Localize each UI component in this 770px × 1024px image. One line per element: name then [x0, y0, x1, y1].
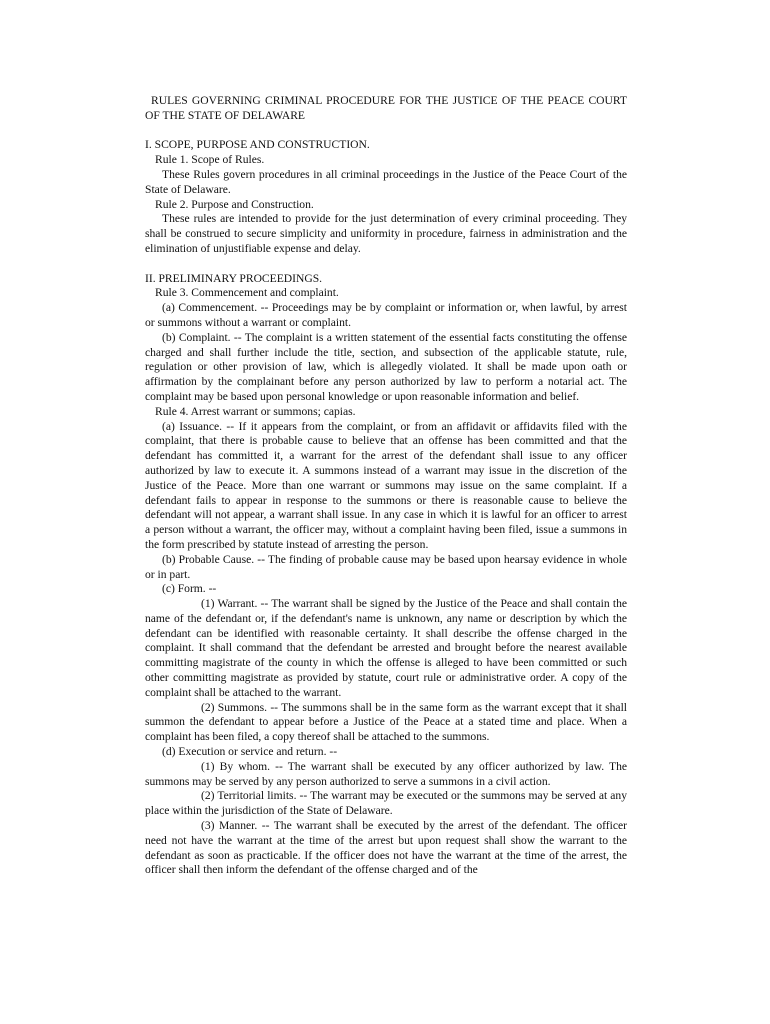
section-heading-1: I. SCOPE, PURPOSE AND CONSTRUCTION.: [145, 138, 370, 152]
rule-4-d: (d) Execution or service and return. --: [162, 745, 338, 759]
rule-2-title: Rule 2. Purpose and Construction.: [155, 197, 314, 211]
rule-4-c: (c) Form. --: [162, 582, 217, 596]
rule-4-d-2: (2) Territorial limits. -- The warrant may be executed or the summons may be served at any place within the jurisdiction of the State of Delaware.: [145, 789, 627, 818]
rule-4-c-1: (1) Warrant. -- The warrant shall be signed by the Justice of the Peace and shall contain the name of the defendant or, if the defendant's name is unknown, any name or description by which the defendant can be identified with reasonable certainty. It shall describe the offense charged in the complaint. It shall command that the defendant be arrested and brought before the nearest available committing magistrate of the county in which the offense is alleged to have been committed or such other committing magistrate as provided by statute, court rule or administrative order. A copy of the complaint shall be attached to the warrant.: [145, 597, 627, 699]
rule-4-a: (a) Issuance. -- If it appears from the complaint, or from an affidavit or affidavits filed with the complaint, that there is probable cause to believe that an offense has been committed and that the defendant has committed it, a warrant for the arrest of the defendant shall issue to any officer authorized by law to execute it. A summons instead of a warrant may issue in the discretion of the Justice of the Peace. More than one warrant or summons may issue on the same complaint. If a defendant fails to appear in response to the summons or there is reasonable cause to believe the defendant will not appear, a warrant shall issue. In any case in which it is lawful for an officer to arrest a person without a warrant, the officer may, without a complaint having been filed, issue a summons in the form prescribed by statute instead of arresting the person.: [145, 419, 627, 551]
spacer: [145, 124, 627, 139]
rule-1-title: Rule 1. Scope of Rules.: [155, 153, 265, 167]
rule-4-b: (b) Probable Cause. -- The finding of probable cause may be based upon hearsay evidence in whole or in part.: [145, 552, 627, 581]
rule-4-title: Rule 4. Arrest warrant or summons; capias.: [155, 404, 356, 418]
rule-3-b: (b) Complaint. -- The complaint is a written statement of the essential facts constituting the offense charged and shall further include the title, section, and subsection of the applicable statute, rule, regulation or other provision of law, which is allegedly violated. It shall be made upon oath or affirmation by the complainant before any person authorized by law to perform a notarial act. The complaint may be based upon personal knowledge or upon reasonable information and belief.: [145, 330, 627, 403]
document-title: RULES GOVERNING CRIMINAL PROCEDURE FOR THE JUSTICE OF THE PEACE COURT OF THE STATE OF DELAWARE: [145, 94, 627, 122]
spacer: [145, 257, 627, 272]
rule-4-d-3: (3) Manner. -- The warrant shall be executed by the arrest of the defendant. The officer need not have the warrant at the time of the arrest but upon request shall show the warrant to the defendant as soon as practicable. If the officer does not have the warrant at the time of the arrest, the officer shall then inform the defendant of the offense charged and of the: [145, 819, 627, 877]
document-body: [145, 94, 627, 878]
rule-3-title: Rule 3. Commencement and complaint.: [155, 286, 339, 300]
rule-4-c-2: (2) Summons. -- The summons shall be in the same form as the warrant except that it shall summon the defendant to appear before a Justice of the Peace at a stated time and place. When a complaint has been filed, a copy thereof shall be attached to the summons.: [145, 700, 627, 744]
section-heading-2: II. PRELIMINARY PROCEEDINGS.: [145, 271, 323, 285]
rule-3-a: (a) Commencement. -- Proceedings may be by complaint or information or, when lawful, by arrest or summons without a warrant or complaint.: [145, 301, 627, 329]
rule-1-text: These Rules govern procedures in all criminal proceedings in the Justice of the Peace Court of the State of Delaware.: [145, 167, 627, 196]
rule-2-text: These rules are intended to provide for the just determination of every criminal proceeding. They shall be construed to secure simplicity and uniformity in procedure, fairness in administration and the elimination of unjustifiable expense and delay.: [145, 212, 627, 255]
rule-4-d-1: (1) By whom. -- The warrant shall be executed by any officer authorized by law. The summons may be served by any person authorized to serve a summons in a civil action.: [145, 759, 627, 788]
